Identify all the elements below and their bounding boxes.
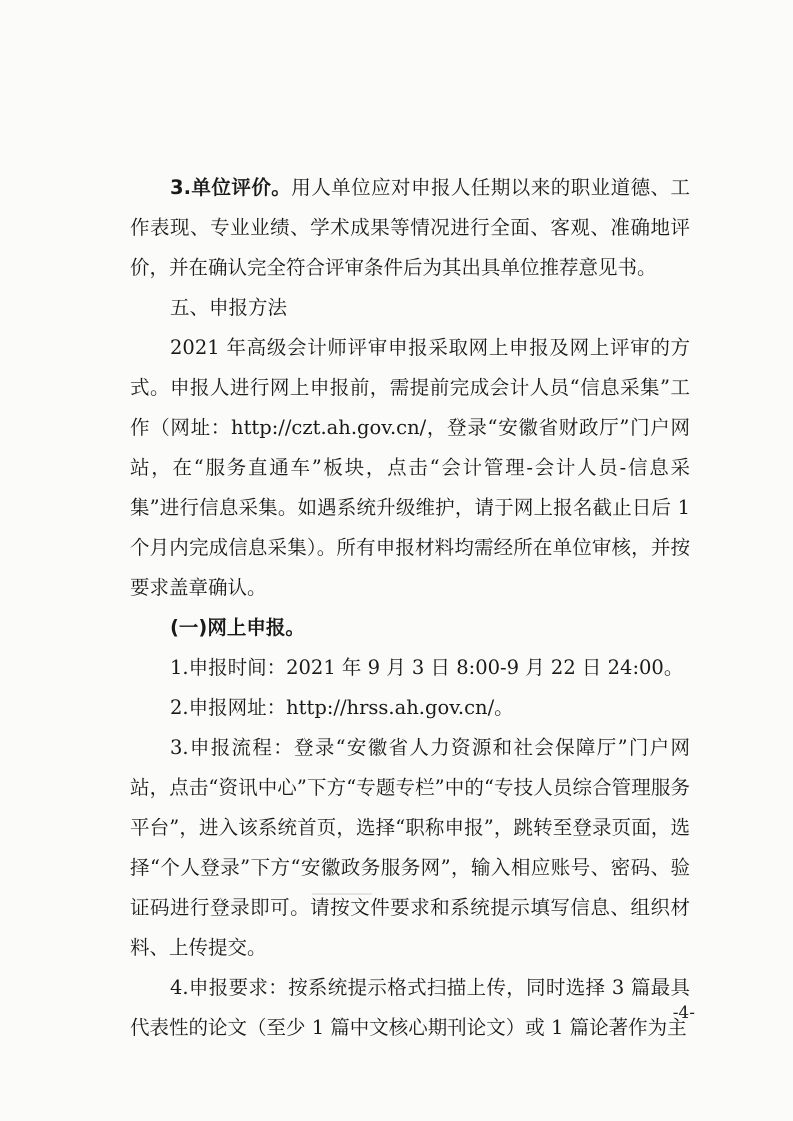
paragraph-application-method: 2021 年高级会计师评审申报采取网上申报及网上评审的方式。申报人进行网上申报前，需提前完成会计人员“信息采集”工作（网址：http://czt.ah.gov.cn/，登录“安徽省财政厅”门户网站，在“服务直通车”板块，点击“会计管理-会计人员-信息采集”进行信息采集。如遇系统升级维护，请于网上报名截止日后 1 个月内完成信息采集）。所有申报材料均需经所在单位审核，并按要求盖章确认。 bbox=[130, 336, 690, 599]
subsection-heading-online-application: (一)网上申报。 bbox=[170, 616, 305, 639]
document-body bbox=[130, 168, 690, 1048]
paragraph-application-process: 3.申报流程：登录“安徽省人力资源和社会保障厅”门户网站，点击“资讯中心”下方“专题专栏”中的“专技人员综合管理服务平台”，进入该系统首页，选择“职称申报”，跳转至登录页面，选择“个人登录”下方“安徽政务服务网”，输入相应账号、密码、验证码进行登录即可。请按文件要求和系统提示填写信息、组织材料、上传提交。 bbox=[130, 736, 690, 959]
paragraph-application-requirements: 4.申报要求：按系统提示格式扫描上传，同时选择 3 篇最具代表性的论文（至少 1 篇中文核心期刊论文）或 1 篇论著作为主 bbox=[130, 976, 690, 1039]
paragraph-application-url: 2.申报网址：http://hrss.ah.gov.cn/。 bbox=[170, 696, 514, 719]
paragraph-lead: 3.单位评价。 bbox=[170, 176, 292, 199]
section-heading-application-method: 五、申报方法 bbox=[170, 296, 288, 319]
paragraph-text: 用人单位应对申报人任期以来的职业道德、工作表现、专业业绩、学术成果等情况进行全面、客观、准确地评价，并在确认完全符合评审条件后为其出具单位推荐意见书。 bbox=[130, 176, 690, 279]
page-number: -4- bbox=[672, 1003, 695, 1023]
paragraph-unit-evaluation bbox=[130, 168, 690, 288]
paragraph-application-time: 1.申报时间：2021 年 9 月 3 日 8:00-9 月 22 日 24:00。 bbox=[170, 656, 684, 679]
